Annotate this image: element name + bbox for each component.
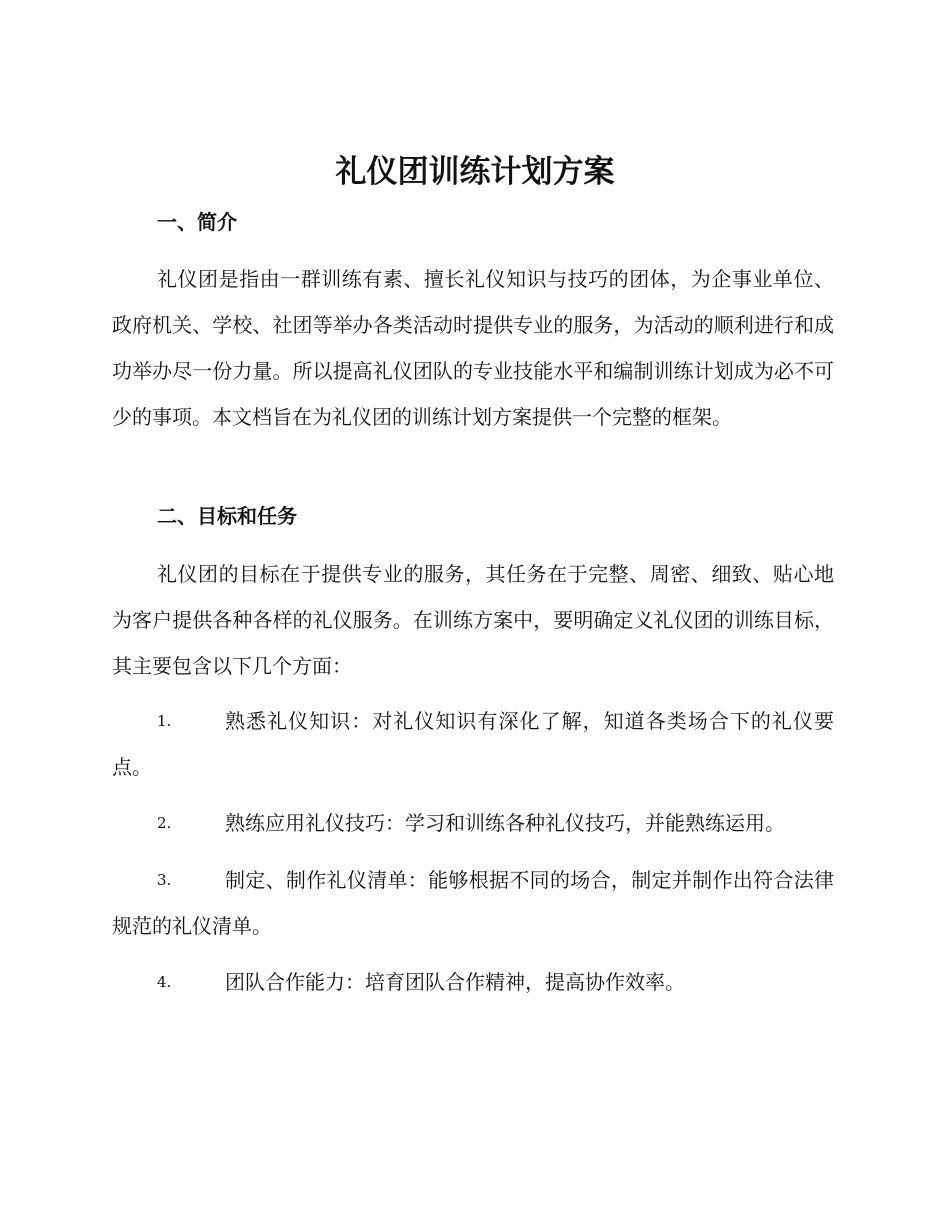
list-item-number: 2. bbox=[157, 814, 172, 832]
list-item-number: 3. bbox=[157, 871, 172, 889]
list-item bbox=[112, 698, 834, 790]
goals-paragraph: 礼仪团的目标在于提供专业的服务，其任务在于完整、周密、细致、贴心地为客户提供各种各样的礼仪服务。在训练方案中，要明确定义礼仪团的训练目标，其主要包含以下几个方面： bbox=[112, 562, 834, 678]
section-heading-goals: 二、目标和任务 bbox=[157, 504, 297, 528]
list-item-text: 团队合作能力：培育团队合作精神，提高协作效率。 bbox=[225, 970, 685, 994]
intro-paragraph: 礼仪团是指由一群训练有素、擅长礼仪知识与技巧的团体，为企事业单位、政府机关、学校、社团等举办各类活动时提供专业的服务，为活动的顺利进行和成功举办尽一份力量。所以提高礼仪团队的专业技能水平和编制训练计划成为必不可少的事项。本文档旨在为礼仪团的训练计划方案提供一个完整的框架。 bbox=[112, 267, 834, 429]
list-item bbox=[112, 959, 834, 1005]
list-item-text: 熟悉礼仪知识：对礼仪知识有深化了解，知道各类场合下的礼仪要点。 bbox=[112, 709, 834, 779]
list-item-number: 1. bbox=[157, 712, 172, 730]
list-item bbox=[112, 800, 834, 846]
list-item-text: 熟练应用礼仪技巧：学习和训练各种礼仪技巧，并能熟练运用。 bbox=[225, 811, 785, 835]
document-title: 礼仪团训练计划方案 bbox=[335, 154, 615, 190]
section-heading-intro: 一、简介 bbox=[157, 210, 237, 234]
list-item-number: 4. bbox=[157, 973, 172, 991]
list-item-text: 制定、制作礼仪清单：能够根据不同的场合，制定并制作出符合法律规范的礼仪清单。 bbox=[112, 868, 834, 938]
list-item bbox=[112, 857, 834, 949]
